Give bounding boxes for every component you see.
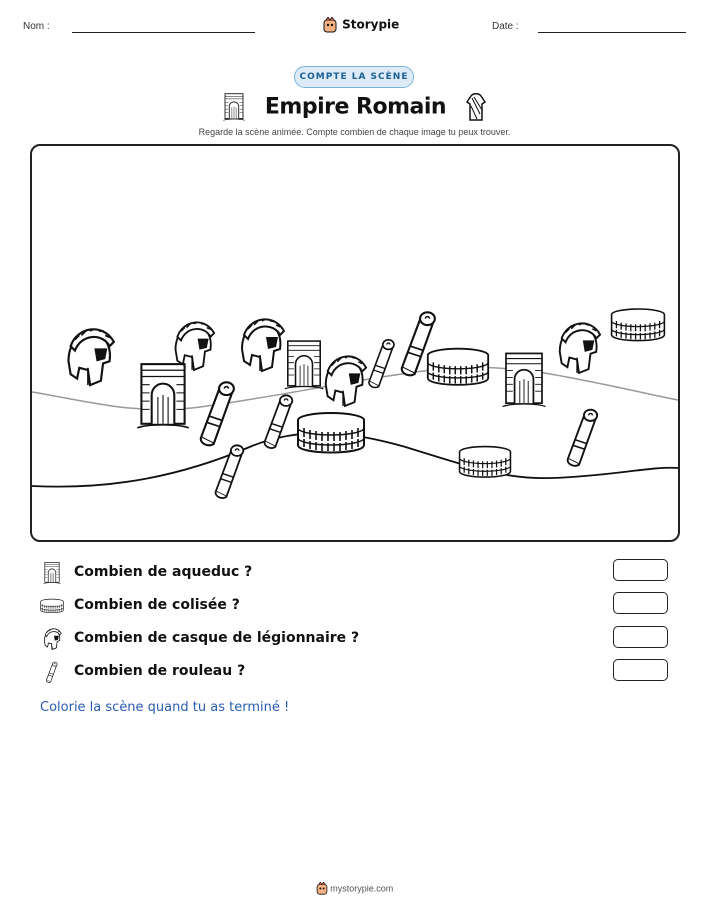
name-label: Nom :	[23, 21, 50, 32]
colosseum-1	[428, 349, 488, 385]
footer	[0, 882, 709, 895]
date-line[interactable]	[538, 32, 686, 33]
helmet-4	[326, 356, 366, 406]
question-text: Combien de casque de légionnaire ?	[74, 630, 360, 646]
closing-note: Colorie la scène quand tu as terminé !	[40, 700, 290, 715]
colosseum-3	[460, 447, 511, 477]
category-badge: COMPTE LA SCÈNE	[294, 66, 414, 88]
colosseum-icon	[40, 594, 64, 618]
answer-box-scroll[interactable]	[613, 659, 668, 681]
question-text: Combien de rouleau ?	[74, 663, 246, 679]
answer-box-colosseum[interactable]	[613, 592, 668, 614]
scene-illustration	[32, 146, 678, 540]
page-title: Empire Romain	[264, 94, 447, 120]
page-title-row	[0, 92, 709, 122]
answer-box-helmet[interactable]	[613, 626, 668, 648]
legionnaire-helmet-icon	[40, 627, 64, 651]
storypie-logo-icon	[316, 882, 328, 895]
helmet-5	[560, 323, 600, 373]
scroll-5	[216, 445, 244, 498]
scroll-2	[265, 395, 293, 448]
toga-icon	[465, 92, 487, 122]
instructions: Regarde la scène animée. Compte combien de chaque image tu peux trouver.	[198, 127, 511, 137]
brand-name: Storypie	[342, 17, 400, 32]
scroll-1	[201, 382, 234, 445]
scroll-3	[369, 340, 394, 388]
aqueduct-icon	[222, 92, 246, 122]
helmet-3	[242, 319, 284, 371]
helmet-2	[176, 322, 215, 370]
aqueduct-3	[503, 353, 546, 406]
brand-logo	[323, 14, 399, 32]
colosseum-2	[298, 413, 364, 453]
counting-scene	[30, 144, 680, 542]
question-text: Combien de aqueduc ?	[74, 564, 253, 580]
aqueduct-icon	[40, 561, 64, 585]
date-label: Date :	[492, 21, 519, 32]
scroll-6	[568, 410, 597, 466]
colosseum-4	[612, 309, 665, 341]
scroll-icon	[40, 660, 64, 684]
name-line[interactable]	[72, 32, 255, 33]
answer-box-aqueduct[interactable]	[613, 559, 668, 581]
footer-url[interactable]: mystorypie.com	[330, 883, 394, 894]
helmet-1	[68, 329, 113, 385]
aqueduct-2	[285, 341, 324, 389]
storypie-logo-icon	[323, 17, 337, 33]
question-text: Combien de colisée ?	[74, 597, 240, 613]
aqueduct-1	[137, 364, 188, 428]
